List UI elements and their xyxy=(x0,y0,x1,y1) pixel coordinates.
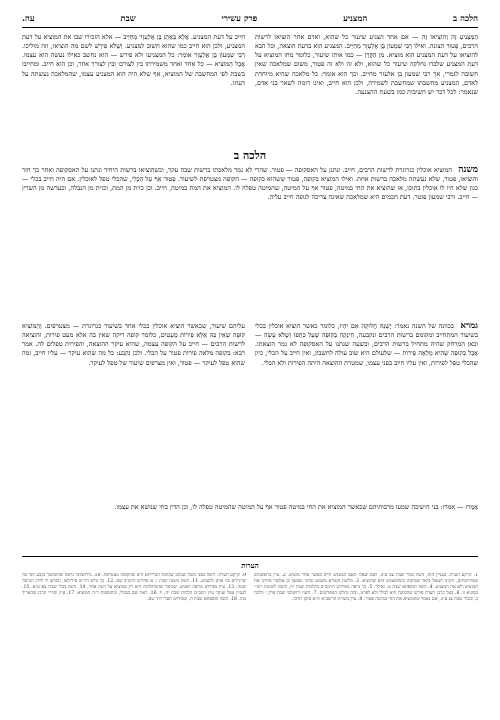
header-page-label: הלכה ב xyxy=(453,13,478,24)
header-masechet: המצניע xyxy=(343,13,368,24)
mishna-lead: משנה xyxy=(458,166,478,175)
header-tractate: שבת xyxy=(120,13,136,24)
header-chapter: פרק עשירי xyxy=(221,13,258,24)
mishna-text: המוציא אוכלין כגרוגרת לרשות הרבים, חייב. ונתנן על האסקופה — פטור. שהרי לא גמר מלאכתו ברשות שבה עקר, וכשהוציאו ברשות היחיד ונתנו על האסקופה ואחר כך חזר והוציאו, פטור, שלא נעשתה מלאכה ברשות אחת. ואילו המוציא בקופה, פטור ששהוא בקופה — הקופה מצטרפת לשיעור. פָּטוּר אַף עַל הַכְּלִי, שהכלי טפל לאוכלין. אם היה חייב בכלי — כגון שלא היו לו אוכלין בתוכו, או שהוציא את החי במיטה, פטור אף על המיטה, שהמיטה טפלה לו. המוציא את המת במיטה, חייב. וכן כזית מן המת, וכזית מן הנבלה, וכעדשה מן השרץ — חייב. ורבי שמעון פוטר. דעת חכמים היא שמלאכה שאינה צריכה לגופה חייב עליה. xyxy=(22,166,478,202)
header-folio: עה. xyxy=(22,13,35,24)
gemara-bottom xyxy=(22,503,478,549)
section-title: הלכה ב xyxy=(233,149,267,162)
gemara-left-column xyxy=(22,322,245,497)
top-right-column xyxy=(255,33,478,143)
mishna-block xyxy=(22,166,478,316)
notes-left-column xyxy=(22,573,246,705)
notes-left-text: 9. קרקע הערה. וראה בפני משה שכתב שכוונת הברייתא היא שהקופה מצטרפת. 10. בירושלמי נראה שהשיעור נקבע לפי מה שרגילים בני אדם להצניע. 11. השוו משנה שבת י, א ופירוש הרע״ב שם. 12. כך גורס הר״ש סירילאו, ובכתב יד ליידן הגרסה שונה. 13. עיין בפירוש מראה הפנים, שביאר שהמחלוקת היא רק במוציא על דעת אחר. 14. השוו בבלי שבת צא ע״א. 15. לעניין טפל ועיקר עיין רמב״ם הלכות שבת יח, יז. 16. ראה שם בבבלי, ובתוספות ד״ה המוציא. 17. עיין שיירי קרבן שהאריך בזה. 18. השוו תוספתא שבת ח, ובפירוש חסדי דוד שם. xyxy=(22,573,246,603)
notes-divider xyxy=(22,556,478,557)
top-left-column xyxy=(22,33,245,143)
notes-section xyxy=(22,573,478,705)
notes-right-text: 1. קרקע הערה. בעניין הזה, השוו בבלי שבת צב ע״ב, ושם שאלו האם המצניע חייב כאשר אחר מוציא. 2. עיין בראשונים ובפירושיהם, ורבינו חננאל ביאר שכוונתו כשהמצניע הוא שהוציא. 3. מלשון הגמרא משמע שרבי שמעון בן אלעזר מחייב את המוציא ולא את המצניע. 4. השוו תוספתא שבת ט, ואילך. 5. כך נראה מפירוש הרמב״ם בהלכות שבת יח, והשוו לשיטת רש״י בסוגיא זו. 6. בעל קרבן העדה פירש שהכוונה היא לכלל ולא לפרט, ובזה נחלקו המפרשים. 7. השוו ירושלמי שבת פרק י הלכה ב, ובבלי שבת צג ע״ב, שם נאמר שהמוציא את החי במיטה פטור. 8. עיין בשו״ת הרשב״א ח״א סימן תרכו. xyxy=(254,573,478,603)
gemara-lead: גמרא xyxy=(460,322,478,331)
notes-title: הערות xyxy=(241,561,259,570)
page-header xyxy=(22,11,478,28)
top-right-text: הַמַּצְנִיעַ זֶה וְהוֹצִיאוֹ זֶה — אם אחד הצניע שיעור כל שהוא, ואדם אחר הוציאו לרשות הרבים, פָּטוּר הצונה. ואילו רַבִּי שִׁמְעוֹן בֶּן אֶלְעָזָר מְחַיֵּיב. המצניע הוא בדעת הוצאה, וכל הבא להוציאו על דעת המצניע הוא מוציא. מִן הַקֶּרֶן — כמו אותו שיעור, כלומר מחו המוציא על דעת המצניע שלבדו נחלקה שיעור כל שהוא, ולא זה ולא זה פטור, משום שמלאכה שאין חשובה לגמרי, אך רבי שמעון בן אלעזר מחייב. וכך הוא אומר: כל מלאכה שהיא מיוחדת לאדם, המצניע מחשבתו שמחשבת לשמירה, ולכן הוא חייב, ואינו דומה לשאר בני אדם, שנאמר: לכל דבר יש חשיבות כמו בשעת ההצנעה. xyxy=(255,33,478,96)
gemara-right-text: בכוונה של השנה נאמר: יֶשְׁנָהּ חֲלוּקָה אִם יִהְיוּ, כלומר כאשר הוציא אוכלין בכלי בשיעור המתחייב ומקומם ברשות הרבים ונקבעה, חִינְקָה בְּקוּפָּה שֶׁעַל כְּתֵפוֹ וְשֶׁלֹּא עָשָׂה — וכאן המרחק שהיה מתחיל ברשות הרבים, ובשעה שנתנו על האסקופה לא גמר הוצאתו. אֲבָל בְּקוּפָּה שֶׁהִיא מְלֵאָה פֵּירוֹת — שלעולם היא שוב עולה לחשבון, ואין חייב על הכלי, כיון שהכלי טפל לפירות, ואין עליו חיוב בפני עצמו, שמטרת ההוצאה היתה הפירות ולא הכלי. xyxy=(255,322,478,367)
gemara-right-column xyxy=(255,322,478,497)
top-section xyxy=(22,33,478,143)
notes-right-column xyxy=(254,573,478,705)
gemara-section xyxy=(22,322,478,497)
top-left-text: חייב על דעת המצניע. אֲלָא בְּאָתָן בֶּן אֶלְעָזָר מְחַיֵּיב — אלא הזכירו שבו את המוציא על דעת המצניע, ולכן הוא חייב כמו שהוא חשוב למצניע. וְשֶׁלֹּא פִּירַשׁ לשם מה הוציאו, וזה מוליכו. רַבִּי שִׁמְעוֹן בֶּן אֶלְעָזָר אוֹמֵר: כל המצניעו ולא פירש — הוא נחשב כאילו נעשה הוא עצמו. אֲבָל הַמּוֹצִיא — כל אחד ואחד משמירתו בין לצורכו ובין לצורך אחר, וכן הוא חייב. ומחייבו בשבת לפי המחשבה של המוציא, אף שלא היה הוא המצניע עצמו, שהמלאכה נעשתה על דעתו. xyxy=(22,33,245,87)
gemara-left-text: עליהם שיעור, שכאשר הוציא אוכלין בכלי אחד בשיעור כגרוגרת — מצטרפים. וְהַמּוֹצִיא קוּפָּה שֶׁאֵין בָּהּ אֶלָּא פֵּירוֹת מֻעָטִים, כלומר קופה ריקה שאין בה אלא מעט פירות, והוציאה לרשות הרבים — חייב על הקופה עצמה, שהיא עיקר ההוצאה, והפירות טפלים לה. אמר רבא: בקופה מלאה פירות פטור על הכלי. ולכן נקבע: כל מה שהוא עיקר — עליו חייב, ומה שהוא טפל לעיקר — פטור, ואין מצרפים שיעור של טפל לעיקר. xyxy=(22,322,245,367)
gemara-bottom-text: אָמְרוּ — אמרו: בני הישיבה שמעו מרבותיהם שכאשר המוציא את החי במיטה פטור אף על המיטה שהמיטה טפלה לו, וכן הדין בחי שנושא את עצמו. xyxy=(114,503,478,511)
